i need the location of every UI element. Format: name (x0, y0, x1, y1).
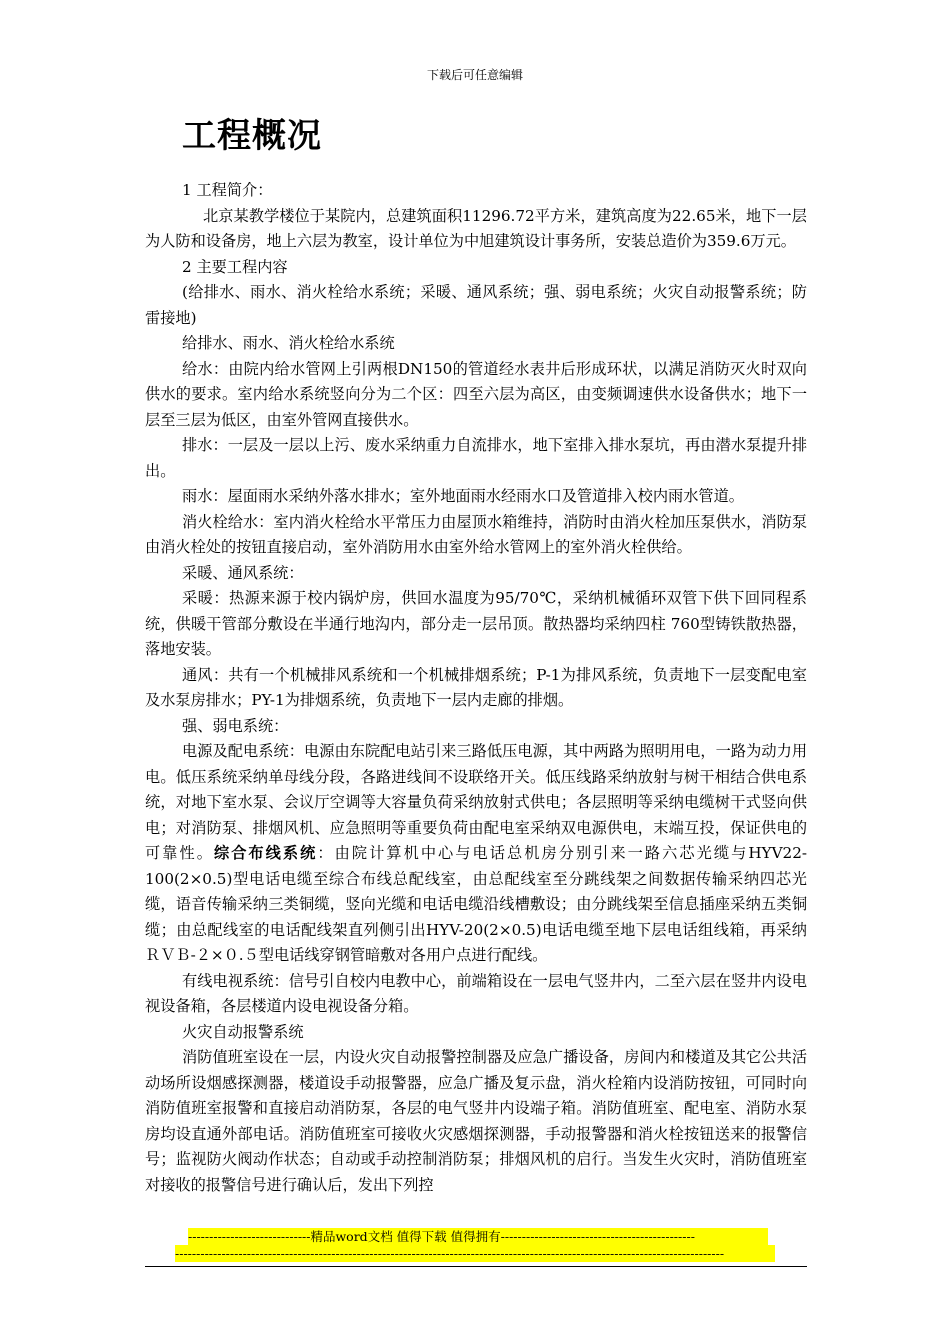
page-footer (145, 1228, 807, 1267)
document-body (145, 178, 807, 1198)
paragraph: 排水：一层及一层以上污、废水采纳重力自流排水，地下室排入排水泵坑，再由潜水泵提升排出。 (145, 436, 807, 480)
document-title: 工程概况 (182, 116, 322, 156)
cabling-heading: 综合布线系统 (213, 844, 318, 862)
footer-rule-line: ---------------------------------------------------------------------------------------------------------------------------------- (175, 1245, 775, 1262)
paragraph: 采暖、通风系统： (182, 563, 304, 582)
paragraph: 雨水：屋面雨水采纳外落水排水；室外地面雨水经雨水口及管道排入校内雨水管道。 (182, 487, 744, 505)
paragraph: 消防值班室设在一层，内设火灾自动报警控制器及应急广播设备，房间内和楼道及其它公共活动场所设烟感探测器，楼道设手动报警器，应急广播及复示盘，消火栓箱内设消防按钮，可同时向消防值班室报警和直接启动消防泵，各层的电气竖井内设端子箱。消防值班室、配电室、消防水泵房均设直通外部电话。消防值班室可接收火灾感烟探测器，手动报警器和消火栓按钮送来的报警信号；监视防火阀动作状态；自动或手动控制消防泵；排烟风机的启行。当发生火灾时，消防值班室对接收的报警信号进行确认后，发出下列控 (145, 1048, 807, 1194)
paragraph: 北京某教学楼位于某院内，总建筑面积11296.72平方米，建筑高度为22.65米，地下一层为人防和设备房，地上六层为教室，设计单位为中旭建筑设计事务所，安装总造价为359.6万元。 (145, 206, 807, 250)
paragraph: 通风：共有一个机械排风系统和一个机械排烟系统；P-1为排风系统，负责地下一层变配电室及水泵房排水；PY-1为排烟系统，负责地下一层内走廊的排烟。 (145, 665, 807, 709)
power-text: 电源及配电系统：电源由东院配电站引来三路低压电源，其中两路为照明用电，一路为动力用电。低压系统采纳单母线分段，各路进线间不设联络开关。低压线路采纳放射与树干相结合供电系统，对地下室水泵、会议厅空调等大容量负荷采纳放射式供电；各层照明等采纳电缆树干式竖向供电；对消防泵、排烟风机、应急照明等重要负荷由配电室采纳双电源供电，末端互投，保证供电的可靠性。 (145, 742, 807, 862)
footer-banner: -----------------------------精品word文档 值得下载 值得拥有---------------------------------------------- (188, 1228, 768, 1245)
paragraph: 采暖：热源来源于校内锅炉房，供回水温度为95/70℃，采纳机械循环双管下供下回同程系统，供暖干管部分敷设在半通行地沟内，部分走一层吊顶。散热器均采纳四柱 760型铸铁散热器，落地安装。 (145, 589, 807, 658)
page-header: 下载后可任意编辑 (426, 68, 523, 82)
paragraph: 1 工程简介： (182, 181, 273, 199)
paragraph: 消火栓给水：室内消火栓给水平常压力由屋顶水箱维持，消防时由消火栓加压泵供水，消防泵由消火栓处的按钮直接启动，室外消防用水由室外给水管网上的室外消火栓供给。 (145, 512, 807, 556)
paragraph: 有线电视系统：信号引自校内电教中心，前端箱设在一层电气竖井内，二至六层在竖井内设电视设备箱，各层楼道内设电视设备分箱。 (145, 971, 807, 1015)
paragraph: 2 主要工程内容 (182, 257, 288, 276)
cabling-text: ：由院计算机中心与电话总机房分别引来一路六芯光缆与HYV22-100(2×0.5)型电话电缆至综合布线总配线室，由总配线室至分跳线架之间数据传输采纳四芯光缆，语音传输采纳三类铜缆，竖向光缆和电话电缆沿线槽敷设；由分跳线架至信息插座采纳五类铜缆；由总配线室的电话配线架直列侧引出HYV-20(2×0.5)电话电缆至地下层电话组线箱，再采纳ＲＶＢ-２×０.５型电话线穿钢管暗敷对各用户点进行配线。 (145, 844, 808, 964)
paragraph: 给水：由院内给水管网上引两根DN150的管道经水表井后形成环状，以满足消防灭火时双向供水的要求。室内给水系统竖向分为二个区：四至六层为高区，由变频调速供水设备供水；地下一层至三层为低区，由室外管网直接供水。 (145, 359, 807, 429)
paragraph: 给排水、雨水、消火栓给水系统 (182, 334, 395, 352)
footer-divider (145, 1266, 807, 1267)
paragraph: 火灾自动报警系统 (182, 1022, 304, 1041)
paragraph: 强、弱电系统： (182, 716, 289, 735)
power-paragraph (145, 739, 807, 969)
paragraph: (给排水、雨水、消火栓给水系统；采暖、通风系统；强、弱电系统；火灾自动报警系统；防雷接地) (145, 283, 807, 327)
